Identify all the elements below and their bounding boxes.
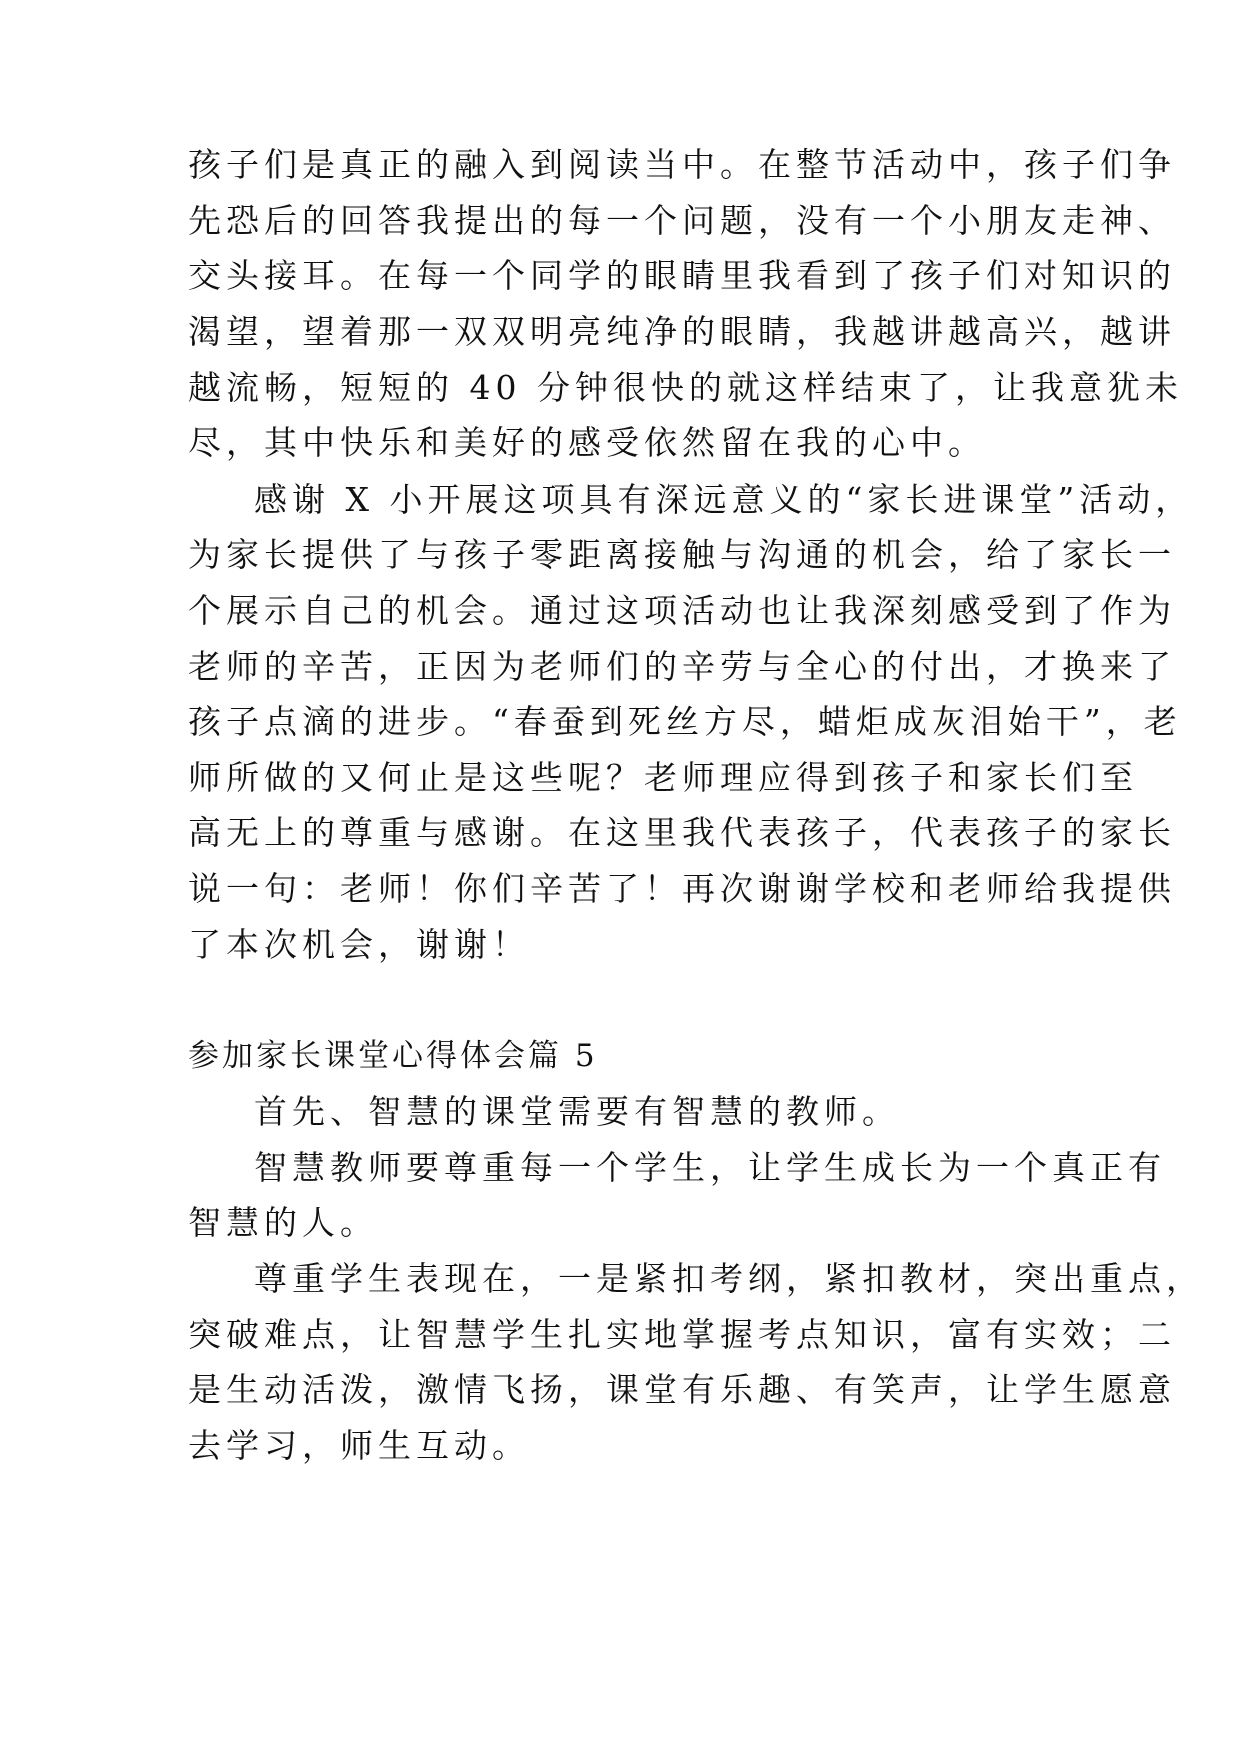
paragraph-1-line-5: 越流畅，短短的 40 分钟很快的就这样结束了，让我意犹未 bbox=[188, 368, 1183, 407]
paragraph-5-line-3: 是生动活泼，激情飞扬，课堂有乐趣、有笑声，让学生愿意 bbox=[188, 1370, 1176, 1409]
paragraph-2-line-8: 说一句：老师！你们辛苦了！再次谢谢学校和老师给我提供 bbox=[188, 869, 1176, 908]
paragraph-2-line-5: 孩子点滴的进步。“春蚕到死丝方尽，蜡炬成灰泪始干”，老 bbox=[188, 702, 1182, 741]
paragraph-2-line-4: 老师的辛苦，正因为老师们的辛劳与全心的付出，才换来了 bbox=[188, 647, 1176, 686]
section-heading: 参加家长课堂心得体会篇 5 bbox=[188, 1038, 598, 1074]
paragraph-2-line-3: 个展示自己的机会。通过这项活动也让我深刻感受到了作为 bbox=[188, 591, 1176, 630]
paragraph-4-line-1: 智慧教师要尊重每一个学生，让学生成长为一个真正有 bbox=[254, 1148, 1166, 1187]
paragraph-2-line-2: 为家长提供了与孩子零距离接触与沟通的机会，给了家长一 bbox=[188, 535, 1176, 574]
paragraph-1-line-6: 尽，其中快乐和美好的感受依然留在我的心中。 bbox=[188, 423, 986, 462]
paragraph-2-line-1: 感谢 X 小开展这项具有深远意义的“家长进课堂”活动， bbox=[254, 480, 1194, 519]
paragraph-2-line-9: 了本次机会，谢谢！ bbox=[188, 925, 530, 964]
paragraph-1-line-1: 孩子们是真正的融入到阅读当中。在整节活动中，孩子们争 bbox=[188, 145, 1176, 184]
paragraph-5-line-4: 去学习，师生互动。 bbox=[188, 1426, 530, 1465]
paragraph-1-line-4: 渴望，望着那一双双明亮纯净的眼睛，我越讲越高兴，越讲 bbox=[188, 312, 1176, 351]
paragraph-2-line-6: 师所做的又何止是这些呢？老师理应得到孩子和家长们至 bbox=[188, 758, 1138, 797]
paragraph-2-line-7: 高无上的尊重与感谢。在这里我代表孩子，代表孩子的家长 bbox=[188, 813, 1176, 852]
paragraph-1-line-2: 先恐后的回答我提出的每一个问题，没有一个小朋友走神、 bbox=[188, 201, 1176, 240]
paragraph-3-line-1: 首先、智慧的课堂需要有智慧的教师。 bbox=[254, 1092, 900, 1131]
paragraph-5-line-1: 尊重学生表现在，一是紧扣考纲，紧扣教材，突出重点， bbox=[254, 1259, 1204, 1298]
paragraph-1-line-3: 交头接耳。在每一个同学的眼睛里我看到了孩子们对知识的 bbox=[188, 256, 1176, 295]
paragraph-5-line-2: 突破难点，让智慧学生扎实地掌握考点知识，富有实效；二 bbox=[188, 1315, 1176, 1354]
paragraph-4-line-2: 智慧的人。 bbox=[188, 1203, 378, 1242]
